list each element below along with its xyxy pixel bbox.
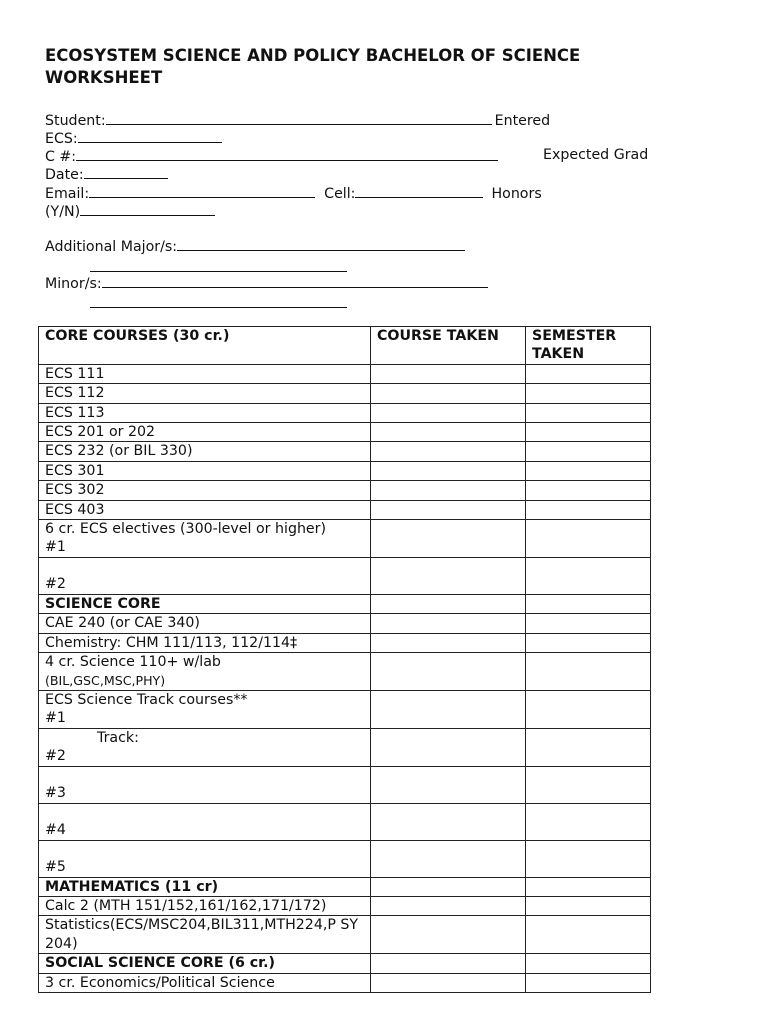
science-lab-label: 4 cr. Science 110+ w/lab — [45, 654, 221, 671]
table-row — [39, 520, 651, 558]
minor-field-2[interactable] — [90, 307, 347, 308]
table-row — [39, 364, 651, 383]
expected-grad-label: Expected Grad — [543, 147, 649, 163]
track-3-label: #3 — [39, 766, 371, 803]
course-taken-cell[interactable] — [371, 557, 526, 594]
course-taken-cell[interactable] — [371, 614, 526, 633]
table-row — [39, 896, 651, 915]
ecs-field[interactable] — [78, 128, 222, 143]
course-label: Chemistry: CHM 111/113, 112/114‡ — [39, 633, 371, 652]
course-taken-cell[interactable] — [371, 481, 526, 500]
entered-label: Entered — [494, 113, 551, 129]
table-row — [39, 461, 651, 480]
course-taken-cell[interactable] — [371, 500, 526, 519]
course-taken-cell[interactable] — [371, 803, 526, 840]
student-field[interactable] — [106, 110, 492, 125]
yn-label: (Y/N) — [45, 204, 81, 220]
semester-taken-cell[interactable] — [526, 633, 651, 652]
semester-taken-cell[interactable] — [526, 916, 651, 954]
table-row — [39, 481, 651, 500]
table-row — [39, 840, 651, 877]
semester-taken-cell[interactable] — [526, 766, 651, 803]
course-label: 3 cr. Economics/Political Science — [39, 973, 371, 992]
table-row — [39, 690, 651, 728]
course-taken-cell[interactable] — [371, 461, 526, 480]
date-label: Date: — [45, 167, 84, 183]
course-taken-cell[interactable] — [371, 916, 526, 954]
course-taken-cell[interactable] — [371, 594, 526, 613]
science-core-header: SCIENCE CORE — [39, 594, 371, 613]
yn-row — [45, 201, 215, 221]
table-row — [39, 973, 651, 992]
electives-cell — [39, 520, 371, 558]
course-label: ECS 201 or 202 — [39, 423, 371, 442]
section-row — [39, 954, 651, 973]
semester-taken-cell[interactable] — [526, 896, 651, 915]
semester-taken-cell[interactable] — [526, 364, 651, 383]
semester-taken-cell[interactable] — [526, 690, 651, 728]
semester-taken-cell[interactable] — [526, 840, 651, 877]
track-2-cell — [39, 728, 371, 766]
section-row — [39, 877, 651, 896]
semester-taken-cell[interactable] — [526, 973, 651, 992]
table-row — [39, 442, 651, 461]
semester-taken-cell[interactable] — [526, 384, 651, 403]
track-2-label: #2 — [45, 748, 66, 765]
table-row — [39, 423, 651, 442]
c-number-row — [45, 146, 498, 166]
c-number-label: C #: — [45, 149, 77, 165]
ecs-label: ECS: — [45, 131, 78, 147]
course-label: Calc 2 (MTH 151/152,161/162,171/172) — [39, 896, 371, 915]
additional-major-row — [45, 236, 465, 256]
course-taken-cell[interactable] — [371, 766, 526, 803]
table-row — [39, 614, 651, 633]
elective-2-label: #2 — [39, 557, 371, 594]
track-4-label: #4 — [39, 803, 371, 840]
course-taken-header: COURSE TAKEN — [371, 327, 526, 365]
date-field[interactable] — [84, 164, 168, 179]
course-taken-cell[interactable] — [371, 877, 526, 896]
email-field[interactable] — [89, 183, 315, 198]
course-label: ECS 112 — [39, 384, 371, 403]
table-row — [39, 557, 651, 594]
table-row — [39, 916, 651, 954]
semester-taken-cell[interactable] — [526, 557, 651, 594]
table-row — [39, 803, 651, 840]
semester-taken-cell[interactable] — [526, 461, 651, 480]
student-row — [45, 110, 550, 130]
semester-taken-cell[interactable] — [526, 520, 651, 558]
core-courses-header: CORE COURSES (30 cr.) — [39, 327, 371, 365]
semester-taken-cell[interactable] — [526, 877, 651, 896]
course-taken-cell[interactable] — [371, 633, 526, 652]
social-science-core-header: SOCIAL SCIENCE CORE (6 cr.) — [39, 954, 371, 973]
course-label: ECS 232 (or BIL 330) — [39, 442, 371, 461]
semester-taken-cell[interactable] — [526, 481, 651, 500]
semester-taken-header: SEMESTER TAKEN — [526, 327, 651, 365]
student-label: Student: — [45, 113, 106, 129]
course-taken-cell[interactable] — [371, 690, 526, 728]
electives-label: 6 cr. ECS electives (300-level or higher) — [45, 521, 327, 538]
course-taken-cell[interactable] — [371, 384, 526, 403]
additional-major-label: Additional Major/s: — [45, 239, 178, 255]
course-taken-cell[interactable] — [371, 442, 526, 461]
honors-label: Honors — [491, 186, 542, 202]
course-label: CAE 240 (or CAE 340) — [39, 614, 371, 633]
semester-taken-cell[interactable] — [526, 442, 651, 461]
elective-1-label: #1 — [45, 539, 66, 556]
cell-label: Cell: — [324, 186, 356, 202]
science-lab-cell — [39, 653, 371, 691]
honors-field[interactable] — [80, 201, 215, 216]
c-number-field[interactable] — [76, 146, 498, 161]
track-5-label: #5 — [39, 840, 371, 877]
email-row — [45, 183, 542, 203]
additional-major-field[interactable] — [177, 236, 465, 251]
table-row — [39, 653, 651, 691]
course-taken-cell[interactable] — [371, 364, 526, 383]
ecs-row — [45, 128, 222, 148]
semester-taken-cell[interactable] — [526, 653, 651, 691]
date-row — [45, 164, 168, 184]
semester-taken-cell[interactable] — [526, 803, 651, 840]
course-taken-cell[interactable] — [371, 728, 526, 766]
track-courses-label: ECS Science Track courses** — [45, 691, 248, 708]
course-taken-cell[interactable] — [371, 973, 526, 992]
additional-major-field-2[interactable] — [90, 271, 347, 272]
course-label: ECS 302 — [39, 481, 371, 500]
track-1-label: #1 — [45, 710, 66, 727]
semester-taken-cell[interactable] — [526, 614, 651, 633]
semester-taken-cell[interactable] — [526, 403, 651, 422]
course-label: ECS 111 — [39, 364, 371, 383]
course-label: Statistics(ECS/MSC204,BIL311,MTH224,P SY204) — [39, 916, 371, 954]
worksheet-title: ECOSYSTEM SCIENCE AND POLICY BACHELOR OF SCIENCE WORKSHEET — [45, 46, 581, 87]
course-taken-cell[interactable] — [371, 423, 526, 442]
minor-field[interactable] — [102, 273, 488, 288]
course-taken-cell[interactable] — [371, 653, 526, 691]
section-row — [39, 594, 651, 613]
track-courses-cell — [39, 690, 371, 728]
semester-taken-cell[interactable] — [526, 500, 651, 519]
science-lab-sub-label: (BIL,GSC,MSC,PHY) — [45, 672, 166, 688]
semester-taken-cell[interactable] — [526, 423, 651, 442]
semester-taken-cell[interactable] — [526, 594, 651, 613]
course-taken-cell[interactable] — [371, 954, 526, 973]
semester-taken-cell[interactable] — [526, 728, 651, 766]
email-label: Email: — [45, 186, 90, 202]
table-row — [39, 500, 651, 519]
course-label: ECS 113 — [39, 403, 371, 422]
cell-field[interactable] — [355, 183, 483, 198]
semester-taken-cell[interactable] — [526, 954, 651, 973]
table-row — [39, 403, 651, 422]
course-table — [38, 326, 651, 993]
course-taken-cell[interactable] — [371, 520, 526, 558]
table-row — [39, 766, 651, 803]
table-row — [39, 384, 651, 403]
course-label: ECS 403 — [39, 500, 371, 519]
course-taken-cell[interactable] — [371, 896, 526, 915]
table-row — [39, 728, 651, 766]
table-row — [39, 633, 651, 652]
table-header-row — [39, 327, 651, 365]
course-label: ECS 301 — [39, 461, 371, 480]
course-taken-cell[interactable] — [371, 403, 526, 422]
minor-row — [45, 273, 488, 293]
mathematics-header: MATHEMATICS (11 cr) — [39, 877, 371, 896]
course-taken-cell[interactable] — [371, 840, 526, 877]
track-label: Track: — [97, 729, 139, 746]
minor-label: Minor/s: — [45, 276, 102, 292]
